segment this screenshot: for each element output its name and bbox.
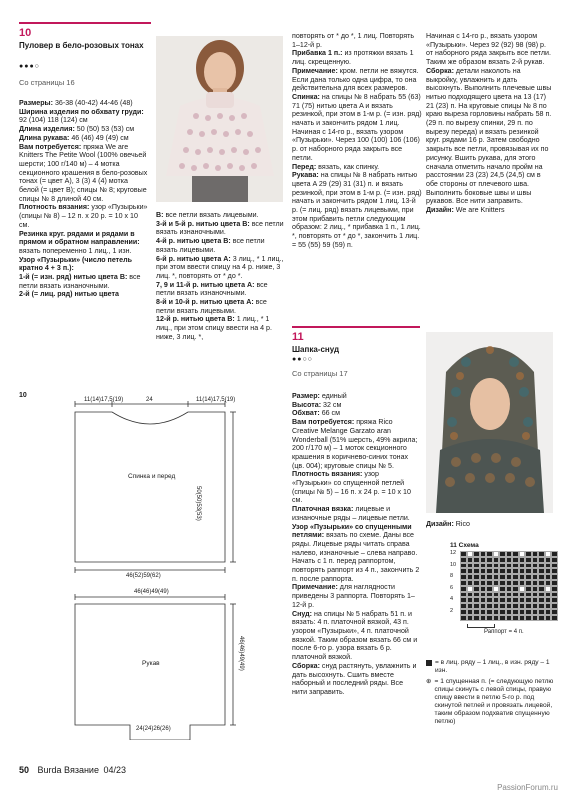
item2-page-ref: Со страницы 17 (292, 369, 348, 378)
paragraph (156, 211, 284, 220)
issue-number: 04/23 (103, 765, 127, 775)
paragraph-text: все петли вязать изнаночными. (156, 280, 268, 298)
paragraph-heading: Плотность вязания: (292, 470, 363, 479)
fb-top-left: 11(14)17,5(19) (84, 397, 124, 403)
paragraph-heading: Примечание: (292, 583, 338, 592)
paragraph (156, 298, 284, 315)
paragraph-heading: Снуд: (292, 609, 313, 618)
paragraph-heading: 3-й и 5-й р. нитью цвета B: (156, 219, 250, 228)
fb-top-mid: 24 (146, 397, 153, 403)
paragraph-heading: Прибавка 1 п.: (292, 49, 343, 58)
paragraph-text: 46 (46) 49 (49) см (69, 133, 129, 142)
item2-number: 11 (292, 331, 304, 343)
paragraph-text: для наглядности приведены 3 раппорта. Повторять 1–12-й р. (292, 583, 415, 609)
paragraph-text: вязать попеременно 1 лиц., 1 изн. (19, 246, 132, 255)
paragraph-heading: Примечание: (292, 66, 338, 75)
paragraph-heading: Рукава: (292, 171, 319, 180)
item1-text-col3 (292, 32, 422, 250)
item2-difficulty: ●●○○ (292, 356, 313, 363)
item1-text-col2 (156, 211, 284, 342)
paragraph (292, 662, 420, 697)
paragraph (292, 171, 422, 249)
magazine-name: Burda Вязание (37, 765, 99, 775)
paragraph-heading: Длина изделия: (19, 125, 75, 134)
paragraph-text: на спицы № 8 набрать 55 (63) 71 (75) нитью цвета A и вязать резинкой, при этом в 1-м р. (= изн. ряд) начать и закончить рядом 1 лиц. Начиная с 14-го р., вязать узором «Пузырьки». Через 100 (100) 106 (106) р. от наборного ряда закрыть все петли. (292, 92, 422, 162)
paragraph-text: 32 см (321, 400, 342, 409)
paragraph (19, 99, 149, 108)
paragraph-heading: 1-й (= изн. ряд) нитью цвета B: (19, 273, 128, 282)
paragraph-text: 36-38 (40-42) 44-46 (48) (52, 99, 133, 107)
sleeve-right-label: 46(46)49(49) (238, 636, 244, 671)
paragraph (292, 418, 420, 470)
paragraph-text: снуд растянуть, увлажнить и дать высохнуть. Сшить вместе наборный и последний ряды. Все нити заправить. (292, 661, 417, 696)
paragraph (156, 281, 284, 298)
paragraph (426, 32, 554, 67)
schema-grid (450, 551, 560, 641)
paragraph (156, 255, 284, 281)
item1-title: Пуловер в бело-розовых тонах (19, 41, 144, 50)
dropped-stitch-icon: ⊕ (426, 678, 432, 685)
filled-square-icon (426, 660, 432, 666)
item1-text-col1 (19, 99, 149, 299)
paragraph-heading: Резинка круг. рядами и рядами в прямом и обратном направлении: (19, 229, 140, 247)
paragraph-heading: Перед: (292, 162, 317, 171)
legend-item-knit (426, 659, 558, 675)
paragraph-text: на спицы № 8 набрать нитью цвета A 29 (29) 31 (31) п. и вязать резинкой, при этом в 1-м р. (= изн. ряд) начать и закончить рядом 1 лиц. 13-й р. (= лиц. ряд) вязать лицевыми, при этом прибавить петли следующим образом: 2 лиц., * прибавка 1 п., 1 лиц. *, повторять от * до *, закончить 1 лиц. = 55 (55) 59 (59) п. (292, 171, 422, 249)
paragraph-text: 50 (50) 53 (53) см (74, 125, 135, 134)
paragraph-heading: Вам потребуется: (19, 142, 82, 151)
paragraph-text: We are Knitters (453, 206, 505, 215)
paragraph-heading: Плотность вязания: (19, 203, 90, 212)
paragraph-heading: B: (156, 211, 164, 219)
paragraph (156, 315, 284, 341)
schema-cell (551, 615, 558, 621)
paragraph-text: повторять от * до *, 1 лиц. Повторять 1–12-й р. (292, 32, 415, 49)
paragraph-heading: Сборка: (426, 66, 454, 75)
paragraph (19, 125, 149, 134)
paragraph-text: пряжа We are Knitters The Petite Wool (100% овечьей шерсти; 100 г/140 м) – 4 мотка секционного крашения в бело-розовых тонах (= цвет A), 3 (3) 4 (4) мотка белой (= цвет B); спицы № 8; круговые спицы № 8 длиной 40 см. (19, 142, 148, 203)
item1-difficulty: ●●●○ (19, 63, 40, 70)
schema-row-label: 2 (450, 608, 454, 614)
paragraph-heading: Спинка: (292, 92, 320, 101)
paragraph (292, 470, 420, 505)
paragraph (292, 401, 420, 410)
schema-title: 11 Схема (450, 542, 479, 549)
item1-number: 10 (19, 27, 32, 39)
paragraph-text: все петли вязать лицевыми. (156, 298, 267, 315)
fb-bottom-label: 46(52)59(62) (126, 573, 161, 579)
paragraph (292, 67, 422, 93)
paragraph-heading: Узор «Пузырьки» со спущенными петлями: (292, 522, 412, 540)
schema-legend (426, 659, 558, 726)
paragraph (19, 108, 149, 125)
schema-row-label: 8 (450, 573, 454, 580)
paragraph-heading: Вам потребуется: (292, 418, 355, 427)
paragraph-text: узор «Пузырьки» (спицы № 8) – 12 п. x 20 р. = 10 x 10 см. (19, 203, 148, 229)
sleeve-center-label: Рукав (142, 660, 160, 667)
paragraph-text: вязать, как спинку. (316, 162, 380, 171)
paragraph-heading: Дизайн: (426, 206, 454, 215)
paragraph (156, 220, 284, 237)
item2-accent-line (292, 326, 420, 328)
paragraph (292, 523, 420, 584)
paragraph-heading: Длина рукава: (19, 133, 70, 142)
paragraph (292, 505, 420, 522)
paragraph-text: 3 лиц., * 1 лиц., при этом ввести спицу на 4 р. ниже, 3 лиц. *, повторять от * до *. (156, 254, 284, 280)
snood-photo (426, 332, 553, 513)
paragraph (292, 583, 420, 609)
paragraph-text: из протяжки вязать 1 лиц. скрещенную. (292, 49, 414, 67)
legend-item-dropped (426, 678, 558, 726)
paragraph-heading: 4-й р. нитью цвета B: (156, 237, 231, 246)
watermark: PassionForum.ru (497, 783, 558, 792)
paragraph-heading: Размеры: (19, 99, 53, 107)
paragraph (19, 230, 149, 256)
paragraph (292, 93, 422, 163)
paragraph-text: вязать по схеме. Даны все ряды. Лицевые ряды читать справа налево, изнаночные – слева направо. Начать с 1 п. перед раппортом, повторять раппорт из 4 п., закончить 2 п. после раппорта. (292, 531, 420, 583)
paragraph-text: 66 см (319, 409, 340, 418)
paragraph (19, 134, 149, 143)
item1-text-col4 (426, 32, 554, 215)
paragraph (292, 409, 420, 418)
paragraph-heading: 6-й р. нитью цвета A: (156, 254, 231, 263)
paragraph-text: единый (319, 392, 347, 400)
paragraph (19, 290, 149, 299)
page-number: 50 (19, 765, 30, 775)
item2-design: Дизайн: Rico (426, 520, 470, 528)
front-back-diagram (60, 396, 250, 586)
paragraph-text: все петли вязать лицевыми. (163, 211, 259, 219)
legend2-text: = 1 спущенная п. (= следующую петлю спицы скинуть с левой спицы, правую спицу ввести в петлю 5-го р. под скинутой петлей и провязать лицевой, таким образом подхватив спущенную петлю) (434, 678, 554, 725)
item2-title: Шапка-снуд (292, 345, 340, 354)
paragraph-heading: Ширина изделия по обхвату груди: (19, 107, 144, 116)
diagram-label: 10 (19, 392, 27, 399)
paragraph-text: детали наколоть на выкройку, увлажнить и дать высохнуть. Выполнить плечевые швы нитью подходящего цвета на 13 (17) 21 (23) п. На круговые спицы № 8 по краю выреза горловины набрать 58 п. (29 п. по вырезу спинки, 29 п. по вырезу переда) и вязать резинкой круг. рядами 16 р. Затем свободно закрыть все петли, провязывая их по рисунку. Вшить рукава, для этого сначала отметить начало пройм на расстоянии 23 (23) 24,5 (24,5) см в обе стороны от плечевого шва. Выполнить боковые швы и швы рукавов. Все нити заправить. (426, 66, 552, 206)
fb-center-label: Спинка и перед (128, 473, 176, 480)
sleeve-top-label: 46(46)49(49) (134, 589, 169, 595)
schema-row-label: 10 (450, 561, 457, 568)
paragraph (292, 392, 420, 401)
paragraph (19, 203, 149, 229)
paragraph-heading: Высота: (292, 400, 322, 409)
paragraph (19, 143, 149, 204)
schema-row-label: 12 (450, 550, 457, 556)
paragraph (426, 206, 554, 215)
paragraph-heading: Платочная вязка: (292, 505, 354, 514)
paragraph-text: Начиная с 14-го р., вязать узором «Пузырьки». Через 92 (92) 98 (98) р. от наборного ряда закрыть все петли. Таким же образом вязать 2-й рукав. (426, 32, 551, 67)
paragraph (19, 256, 149, 273)
paragraph-heading: Узор «Пузырьки» (число петель кратно 4 + 3 п.): (19, 255, 132, 273)
paragraph-heading: 12-й р. нитью цвета B: (156, 315, 235, 324)
item2-text (292, 392, 420, 697)
paragraph (19, 273, 149, 290)
fb-right-label: 50(50)53(53) (195, 486, 201, 521)
sweater-photo (156, 36, 283, 202)
paragraph-heading: 2-й (= лиц. ряд) нитью цвета (19, 290, 119, 299)
paragraph-text: на спицы № 5 набрать 51 п. и вязать: 4 п. платочной вязкой, 43 п. узором «Пузырьки», 4 п. платочной вязкой. Таким образом вязать 66 см и после 6-го р. узора вязать 6 р. платочной вязкой. (292, 609, 418, 662)
footer (19, 765, 126, 775)
paragraph-heading: Обхват: (292, 409, 320, 418)
item1-accent-line (19, 22, 151, 24)
paragraph (292, 610, 420, 662)
paragraph (292, 49, 422, 66)
paragraph-text: узор «Пузырьки» со спущенной петлей (спицы № 5) – 16 п. x 24 р. = 10 x 10 см. (292, 470, 411, 505)
paragraph-heading: Размер: (292, 392, 320, 400)
sleeve-bottom-label: 24(24)26(26) (136, 726, 171, 732)
paragraph-heading: 7, 9 и 11-й р. нитью цвета A: (156, 280, 255, 289)
fb-top-right: 11(14)17,5(19) (196, 397, 236, 403)
paragraph (426, 67, 554, 206)
paragraph (292, 32, 422, 49)
paragraph-heading: 8-й и 10-й р. нитью цвета A: (156, 298, 254, 307)
paragraph-text: 1 лиц., * 1 лиц., при этом спицу ввести на 4 р. ниже, 3 лиц. *, (156, 315, 272, 341)
paragraph-text: 92 (104) 118 (124) см (19, 116, 88, 125)
paragraph-text: все петли вязать изнаночными. (156, 219, 284, 237)
paragraph (292, 163, 422, 172)
schema-row-label: 6 (450, 584, 454, 591)
paragraph-text: все петли вязать изнаночными. (19, 273, 141, 290)
paragraph-text: пряжа Rico Creative Melange Garzato aran Wonderball (51% шерсть, 49% акрила; 200 г/170 м) – 1 моток секционного крашения в коричнево-синих тонах (цв. 004); круговые спицы № 5. (292, 418, 418, 470)
paragraph-heading: Сборка: (292, 661, 320, 670)
paragraph-text: кром. петли не вяжутся. Если дана только одна цифра, то она действительна для всех размеров. (292, 66, 419, 93)
schema-rapport-label: Раппорт = 4 п. (484, 629, 524, 635)
legend1-text: = в лиц. ряду – 1 лиц., в изн. ряду – 1 изн. (435, 659, 550, 674)
rapport-bracket (467, 624, 495, 628)
paragraph-text: лицевые и изнаночные ряды – лицевые петли. (292, 505, 410, 522)
paragraph (156, 237, 284, 254)
paragraph-text: все петли вязать лицевыми. (156, 237, 265, 254)
schema-row-label: 4 (450, 596, 454, 603)
item1-page-ref: Со страницы 16 (19, 78, 75, 87)
